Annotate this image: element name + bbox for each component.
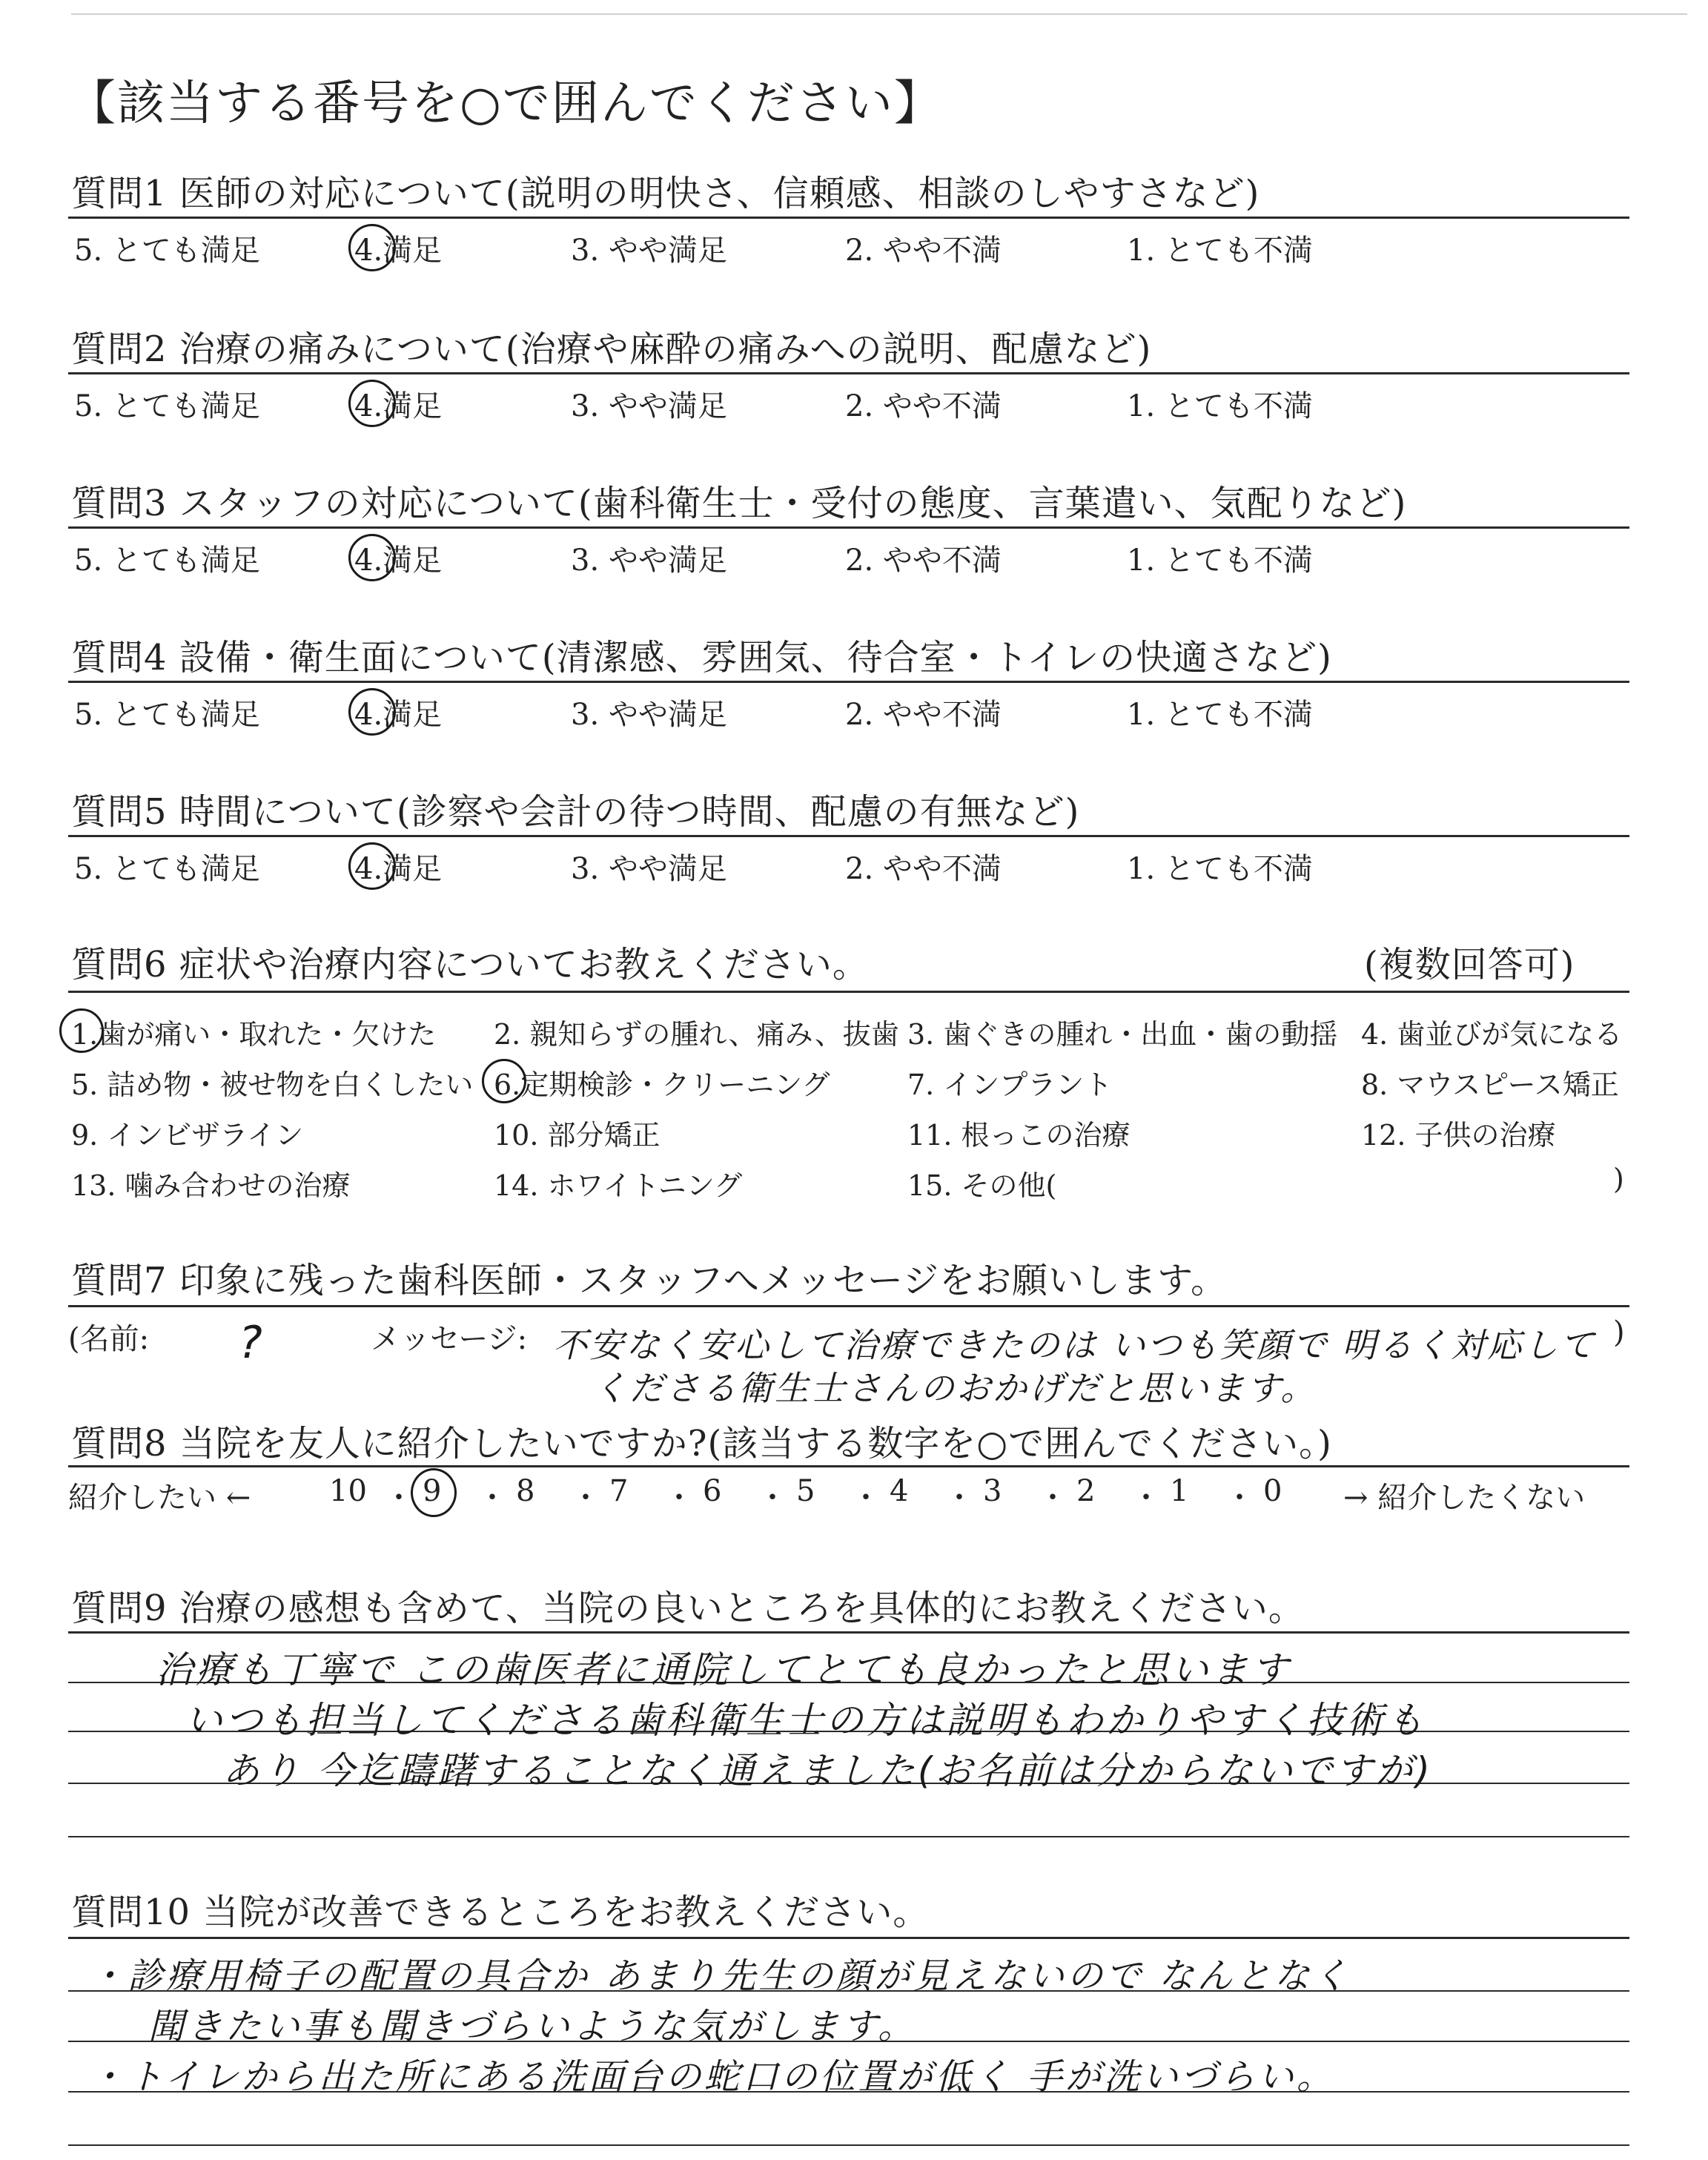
q4-option-3[interactable]: 3. やや満足 <box>571 698 727 732</box>
q8-left-label: 紹介したい ← <box>68 1481 251 1515</box>
q10-rule <box>68 1937 1629 1939</box>
q6-option-6[interactable]: 6.定期検診・クリーニング <box>494 1069 830 1101</box>
q10-line-rule-4 <box>68 2144 1629 2146</box>
q1-option-5[interactable]: 5. とても満足 <box>74 234 260 268</box>
q3-rule <box>68 526 1629 529</box>
q3-option-3[interactable]: 3. やや満足 <box>571 544 727 578</box>
q3-label: 質問3 スタッフの対応について(歯科衛生士・受付の態度、言葉遣い、気配りなど) <box>71 483 1407 524</box>
q6-option-7[interactable]: 7. インプラント <box>907 1069 1113 1101</box>
q10-label: 質問10 当院が改善できるところをお教えください。 <box>71 1892 930 1933</box>
q2-rule <box>68 372 1629 374</box>
q5-label: 質問5 時間について(診察や会計の待つ時間、配慮の有無など) <box>71 791 1080 833</box>
q2-label: 質問2 治療の痛みについて(治療や麻酔の痛みへの説明、配慮など) <box>71 328 1152 370</box>
page-heading: 【該当する番号を○で囲んでください】 <box>68 76 943 131</box>
q6-option-3[interactable]: 3. 歯ぐきの腫れ・出血・歯の動揺 <box>907 1018 1338 1051</box>
q9-line-rule-4 <box>68 1836 1629 1837</box>
q9-rule <box>68 1631 1629 1634</box>
q8-label: 質問8 当院を友人に紹介したいですか?(該当する数字を○で囲んでください。) <box>71 1423 1332 1464</box>
q2-option-2[interactable]: 2. やや不満 <box>845 389 1002 423</box>
q7-message-line-2: くださる衛生士さんのおかげだと思います。 <box>593 1368 1317 1408</box>
q8-scale-separator: ・ <box>1225 1481 1254 1515</box>
q3-option-5[interactable]: 5. とても満足 <box>74 544 260 578</box>
q7-message-label: メッセージ: <box>371 1322 528 1356</box>
q8-scale-separator: ・ <box>477 1481 507 1515</box>
q6-selection-circle-1 <box>59 1008 104 1053</box>
q8-scale-separator: ・ <box>571 1481 600 1515</box>
q7-name-value: ? <box>239 1317 265 1369</box>
q5-option-5[interactable]: 5. とても満足 <box>74 852 260 886</box>
q5-option-1[interactable]: 1. とても不満 <box>1127 852 1313 886</box>
q3-option-4[interactable]: 4.満足 <box>354 544 443 578</box>
q6-option-10[interactable]: 10. 部分矯正 <box>494 1119 661 1152</box>
q8-scale-6[interactable]: 6 <box>703 1474 722 1508</box>
q4-selection-circle <box>348 688 396 736</box>
q6-option-15[interactable]: 15. その他( <box>907 1169 1057 1202</box>
q6-option-13[interactable]: 13. 噛み合わせの治療 <box>71 1169 351 1202</box>
q8-scale-0[interactable]: 0 <box>1263 1474 1282 1508</box>
q1-option-2[interactable]: 2. やや不満 <box>845 234 1002 268</box>
q6-option-2[interactable]: 2. 親知らずの腫れ、痛み、抜歯 <box>494 1018 899 1051</box>
q7-rule <box>68 1305 1629 1307</box>
q8-scale-9[interactable]: 9 <box>423 1474 442 1508</box>
q5-option-2[interactable]: 2. やや不満 <box>845 852 1002 886</box>
q6-label: 質問6 症状や治療内容についてお教えください。 <box>71 944 869 985</box>
q8-scale-separator: ・ <box>944 1481 974 1515</box>
q6-option-4[interactable]: 4. 歯並びが気になる <box>1361 1018 1623 1051</box>
q6-note: (複数回答可) <box>1364 944 1575 985</box>
q8-scale-5[interactable]: 5 <box>796 1474 815 1508</box>
q6-rule <box>68 991 1629 993</box>
page-top-edge <box>71 13 1687 15</box>
q2-selection-circle <box>348 380 396 427</box>
q6-option-12[interactable]: 12. 子供の治療 <box>1361 1119 1556 1152</box>
q4-label: 質問4 設備・衛生面について(清潔感、雰囲気、待合室・トイレの快適さなど) <box>71 637 1332 678</box>
q7-message-line-1: 不安なく安心して治療できたのは いつも笑顔で 明るく対応して <box>553 1325 1597 1365</box>
q5-option-4[interactable]: 4.満足 <box>354 852 443 886</box>
q6-option-1[interactable]: 1.歯が痛い・取れた・欠けた <box>71 1018 437 1051</box>
q5-rule <box>68 835 1629 837</box>
q4-rule <box>68 681 1629 683</box>
q8-scale-7[interactable]: 7 <box>609 1474 629 1508</box>
q2-option-4[interactable]: 4.満足 <box>354 389 443 423</box>
q7-label: 質問7 印象に残った歯科医師・スタッフへメッセージをお願いします。 <box>71 1260 1228 1301</box>
q1-option-3[interactable]: 3. やや満足 <box>571 234 727 268</box>
q7-name-label: (名前: <box>68 1322 150 1356</box>
q6-option-5[interactable]: 5. 詰め物・被せ物を白くしたい <box>71 1069 474 1101</box>
q9-label: 質問9 治療の感想も含めて、当院の良いところを具体的にお教えください。 <box>71 1588 1305 1629</box>
q1-rule <box>68 217 1629 219</box>
q9-line-3: あり 今迄躊躇することなく通えました(お名前は分からないですが) <box>222 1749 1433 1792</box>
q8-selection-circle <box>411 1468 457 1517</box>
q2-option-3[interactable]: 3. やや満足 <box>571 389 727 423</box>
q10-line-2: 聞きたい事も聞きづらいような気がします。 <box>148 2006 917 2047</box>
q8-scale-10[interactable]: 10 <box>329 1474 367 1508</box>
q2-option-1[interactable]: 1. とても不満 <box>1127 389 1313 423</box>
q8-scale-2[interactable]: 2 <box>1076 1474 1096 1508</box>
q6-option-8[interactable]: 8. マウスピース矯正 <box>1361 1069 1619 1101</box>
q8-scale-separator: ・ <box>664 1481 694 1515</box>
q6-selection-circle-6 <box>482 1059 526 1103</box>
q8-right-label: → 紹介したくない <box>1343 1481 1586 1515</box>
q4-option-1[interactable]: 1. とても不満 <box>1127 698 1313 732</box>
q8-scale-separator: ・ <box>758 1481 787 1515</box>
q6-option-11[interactable]: 11. 根っこの治療 <box>907 1119 1131 1152</box>
q6-other-close-paren: ) <box>1613 1163 1624 1195</box>
q4-option-2[interactable]: 2. やや不満 <box>845 698 1002 732</box>
q1-option-4[interactable]: 4.満足 <box>354 234 443 268</box>
q1-label: 質問1 医師の対応について(説明の明快さ、信頼感、相談のしやすさなど) <box>71 173 1260 214</box>
q7-close-paren: ) <box>1613 1315 1625 1350</box>
q8-scale-separator: ・ <box>1038 1481 1068 1515</box>
q2-option-5[interactable]: 5. とても満足 <box>74 389 260 423</box>
q8-scale-separator: ・ <box>384 1481 414 1515</box>
q8-scale-4[interactable]: 4 <box>890 1474 909 1508</box>
q10-line-1: ・診療用椅子の配置の具合か あまり先生の顔が見えないので なんとなく <box>89 1955 1351 1997</box>
q8-scale-separator: ・ <box>851 1481 881 1515</box>
q3-option-2[interactable]: 2. やや不満 <box>845 544 1002 578</box>
q1-selection-circle <box>348 224 396 271</box>
q8-scale-3[interactable]: 3 <box>983 1474 1002 1508</box>
q8-scale-separator: ・ <box>1131 1481 1161 1515</box>
q3-option-1[interactable]: 1. とても不満 <box>1127 544 1313 578</box>
q4-option-4[interactable]: 4.満足 <box>354 698 443 732</box>
q5-option-3[interactable]: 3. やや満足 <box>571 852 727 886</box>
q9-line-2: いつも担当してくださる歯科衛生士の方は説明もわかりやすく技術も <box>185 1699 1426 1742</box>
q8-scale-8[interactable]: 8 <box>516 1474 535 1508</box>
q6-option-14[interactable]: 14. ホワイトニング <box>494 1169 743 1202</box>
q4-option-5[interactable]: 5. とても満足 <box>74 698 260 732</box>
q1-option-1[interactable]: 1. とても不満 <box>1127 234 1313 268</box>
q6-option-9[interactable]: 9. インビザライン <box>71 1119 304 1152</box>
q8-rule <box>68 1465 1629 1467</box>
q9-line-1: 治療も丁寧で この歯医者に通院してとても良かったと思います <box>156 1648 1291 1691</box>
q10-line-3: ・トイレから出た所にある洗面台の蛇口の位置が低く 手が洗いづらい。 <box>89 2056 1335 2098</box>
q3-selection-circle <box>348 534 396 581</box>
q8-scale-1[interactable]: 1 <box>1170 1474 1189 1508</box>
q5-selection-circle <box>348 842 396 890</box>
